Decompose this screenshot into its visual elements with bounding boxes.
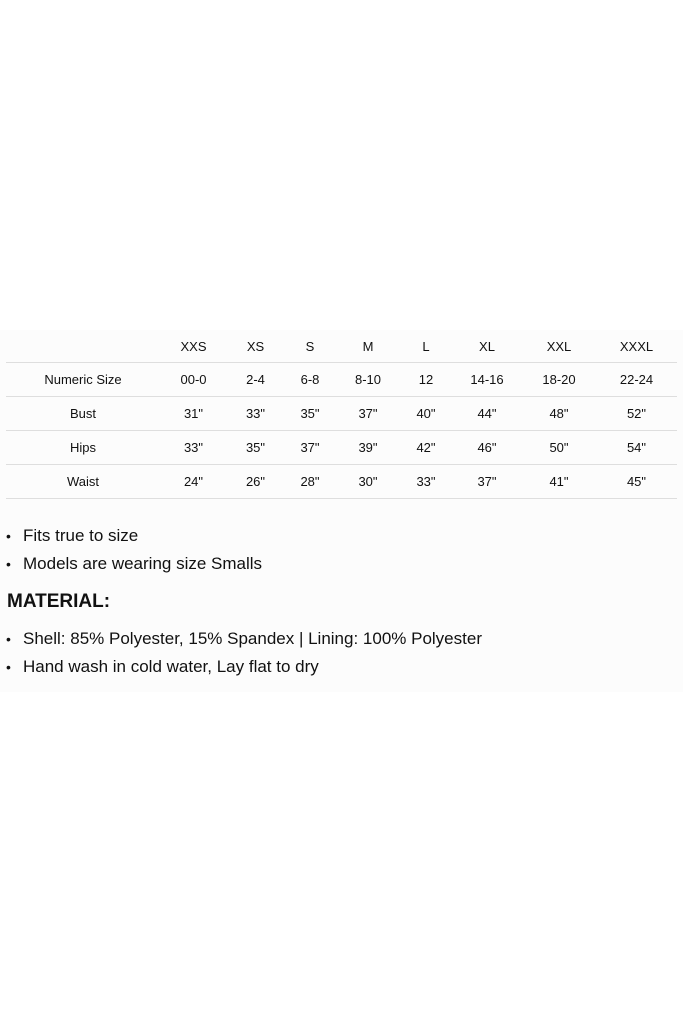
table-cell: 35": [227, 431, 284, 465]
bullet-icon: •: [6, 631, 11, 647]
table-cell: 45": [596, 465, 677, 499]
size-chart-header-row: [6, 330, 677, 363]
table-cell: 31": [160, 397, 227, 431]
table-cell: 48": [522, 397, 596, 431]
table-row-waist: [6, 465, 677, 499]
fit-note-text: Fits true to size: [23, 526, 139, 545]
table-cell: 37": [284, 431, 336, 465]
table-cell: 41": [522, 465, 596, 499]
list-item: [6, 550, 262, 578]
row-label: Waist: [6, 465, 160, 499]
size-header-xs: XS: [227, 330, 284, 363]
material-heading: MATERIAL:: [7, 591, 111, 612]
table-cell: 37": [452, 465, 522, 499]
table-cell: 6-8: [284, 363, 336, 397]
fabric-composition-text: Shell: 85% Polyester, 15% Spandex | Lining: 100% Polyester: [23, 629, 482, 648]
table-cell: 35": [284, 397, 336, 431]
header-corner-cell: [6, 330, 160, 363]
size-header-xxxl: XXXL: [596, 330, 677, 363]
table-cell: 22-24: [596, 363, 677, 397]
list-item: [6, 522, 262, 550]
table-cell: 14-16: [452, 363, 522, 397]
size-chart-table: [6, 330, 677, 499]
bullet-icon: •: [6, 659, 11, 675]
table-cell: 46": [452, 431, 522, 465]
product-details-panel: [0, 330, 683, 692]
table-cell: 8-10: [336, 363, 400, 397]
table-row-numeric-size: [6, 363, 677, 397]
size-header-xxs: XXS: [160, 330, 227, 363]
list-item: [6, 653, 482, 681]
table-cell: 12: [400, 363, 452, 397]
table-cell: 26": [227, 465, 284, 499]
care-instructions-text: Hand wash in cold water, Lay flat to dry: [23, 657, 319, 676]
table-cell: 42": [400, 431, 452, 465]
table-cell: 40": [400, 397, 452, 431]
size-header-s: S: [284, 330, 336, 363]
row-label: Hips: [6, 431, 160, 465]
table-cell: 44": [452, 397, 522, 431]
size-header-xl: XL: [452, 330, 522, 363]
table-cell: 24": [160, 465, 227, 499]
table-cell: 54": [596, 431, 677, 465]
size-header-m: M: [336, 330, 400, 363]
row-label: Numeric Size: [6, 363, 160, 397]
list-item: [6, 625, 482, 653]
table-cell: 33": [160, 431, 227, 465]
table-cell: 50": [522, 431, 596, 465]
table-cell: 2-4: [227, 363, 284, 397]
bullet-icon: •: [6, 528, 11, 544]
bullet-icon: •: [6, 556, 11, 572]
fit-notes-list: [6, 522, 262, 578]
model-size-note-text: Models are wearing size Smalls: [23, 554, 263, 573]
table-cell: 28": [284, 465, 336, 499]
row-label: Bust: [6, 397, 160, 431]
table-row-hips: [6, 431, 677, 465]
table-cell: 00-0: [160, 363, 227, 397]
table-cell: 33": [400, 465, 452, 499]
material-list: [6, 625, 482, 681]
table-cell: 18-20: [522, 363, 596, 397]
table-cell: 30": [336, 465, 400, 499]
table-row-bust: [6, 397, 677, 431]
table-cell: 37": [336, 397, 400, 431]
size-header-xxl: XXL: [522, 330, 596, 363]
table-cell: 52": [596, 397, 677, 431]
table-cell: 33": [227, 397, 284, 431]
table-cell: 39": [336, 431, 400, 465]
size-header-l: L: [400, 330, 452, 363]
